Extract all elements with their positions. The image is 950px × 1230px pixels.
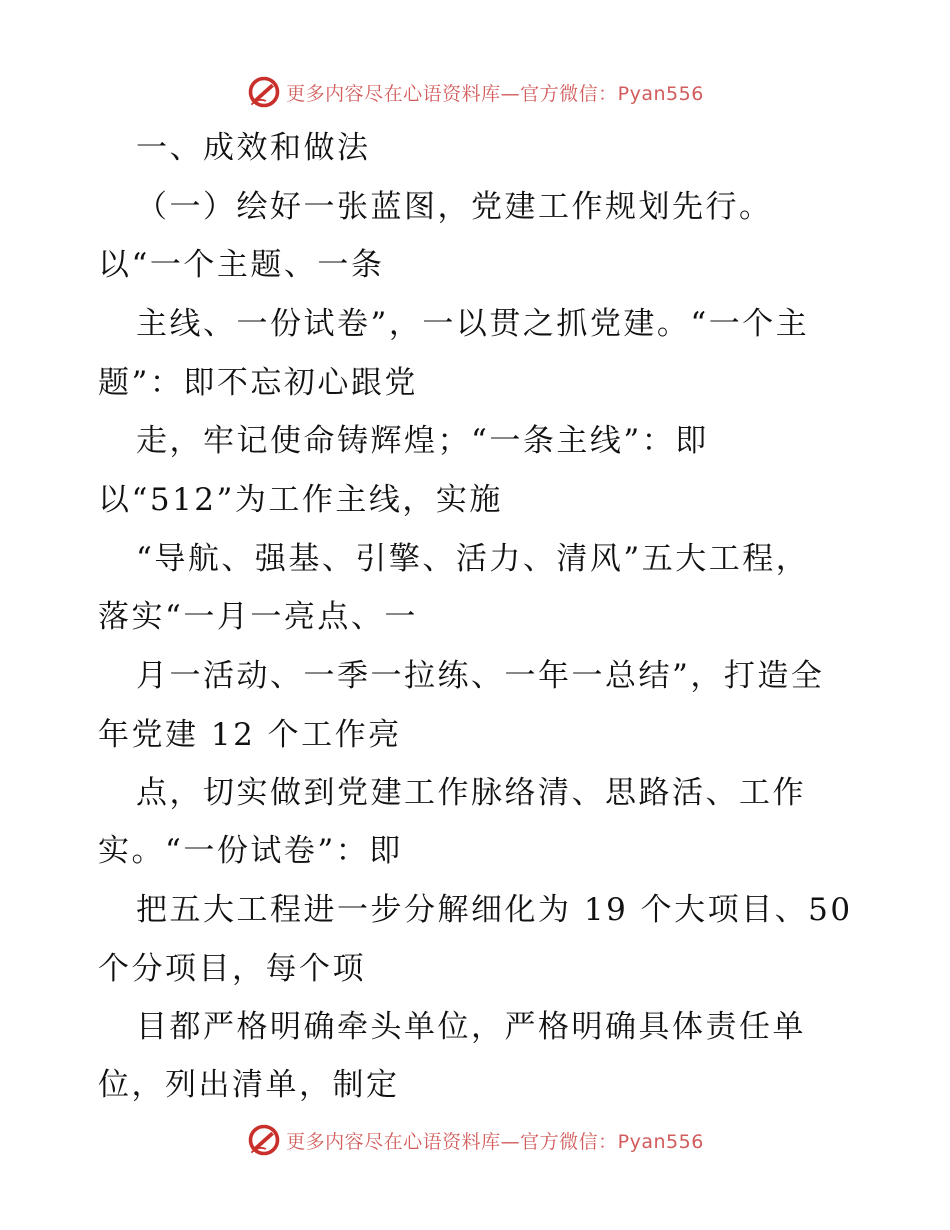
text-line: 走，牢记使命铸辉煌；“一条主线”：即: [136, 423, 709, 459]
text-line: 月一活动、一季一拉练、一年一总结”，打造全: [136, 658, 825, 694]
text-line: “导航、强基、引擎、活力、清风”五大工程，: [136, 541, 810, 577]
footer-banner-text: 更多内容尽在心语资料库—官方微信：Pyan556: [286, 1130, 704, 1153]
footer-watermark-banner: [0, 1118, 950, 1162]
header-banner-text: 更多内容尽在心语资料库—官方微信：Pyan556: [286, 82, 704, 105]
text-line: 主线、一份试卷”，一以贯之抓党建。“一个主: [136, 306, 810, 342]
text-line: 位，列出清单，制定: [98, 1067, 400, 1103]
text-line: 点，切实做到党建工作脉络清、思路活、工作: [136, 775, 806, 811]
text-line: 以“一个主题、一条: [98, 247, 385, 283]
brand-logo-icon: [246, 74, 282, 110]
brand-logo-icon: [246, 1122, 282, 1158]
text-line: 把五大工程进一步分解细化为 19 个大项目、50: [136, 892, 853, 928]
text-line: 落实“一月一亮点、一: [98, 599, 418, 635]
text-line: 题”：即不忘初心跟党: [98, 365, 418, 401]
text-line: 以“512”为工作主线，实施: [98, 482, 503, 518]
text-line: （一）绘好一张蓝图，党建工作规划先行。: [136, 189, 773, 225]
text-line: 年党建 12 个工作亮: [98, 717, 402, 753]
text-line: 实。“一份试卷”：即: [98, 833, 403, 869]
text-line: 个分项目，每个项: [98, 951, 366, 987]
text-line: 一、成效和做法: [136, 130, 371, 166]
text-line: 目都严格明确牵头单位，严格明确具体责任单: [136, 1009, 806, 1045]
header-watermark-banner: [0, 70, 950, 114]
